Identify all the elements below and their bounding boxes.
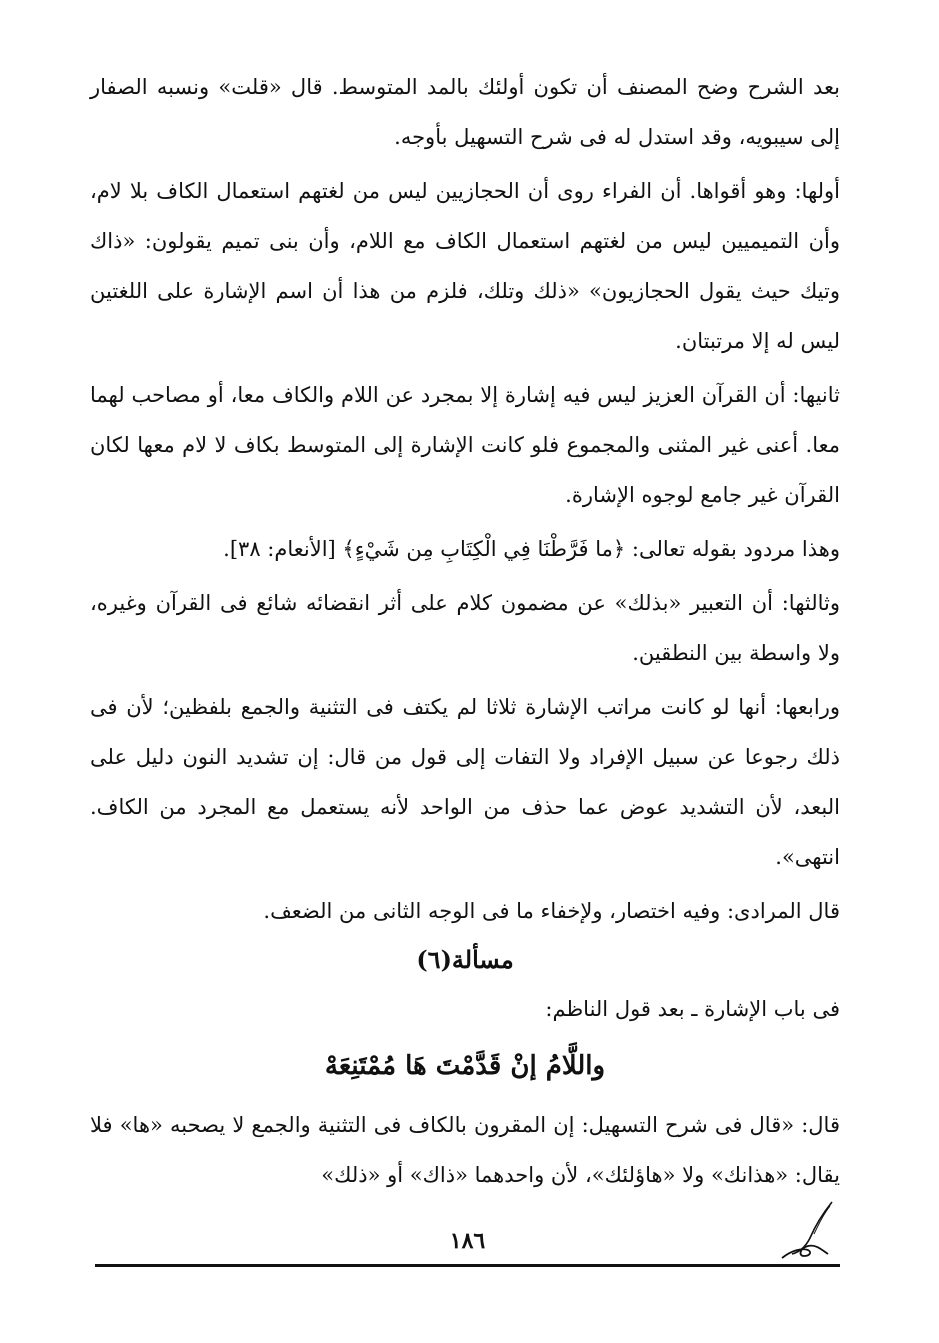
section-heading: مسألة(٦) (416, 945, 514, 974)
page-number: ١٨٦ (449, 1228, 486, 1254)
page-body (90, 62, 840, 1200)
paragraph-2: أولها: وهو أقواها. أن الفراء روى أن الحجازيين ليس من لغتهم استعمال الكاف بلا لام، وأن التميميين ليس من لغتهم استعمال الكاف مع اللام، وأن بنى تميم يقولون: «ذاك وتيك حيث يقول الحجازيون» «ذلك وتلك، فلزم من هذا أن اسم الإشارة على اللغتين ليس له إلا مرتبتان. (90, 179, 840, 353)
closing-paragraph: قال: «قال فى شرح التسهيل: إن المقرون بالكاف فى التثنية والجمع لا يصحبه «ها» فلا يقال: «هذانك» ولا «هاؤلئك»، لأن واحدهما «ذاك» أو «ذلك» (90, 1113, 840, 1187)
paragraph-4: وهذا مردود بقوله تعالى: ﴿ما فَرَّطْنَا فِي الْكِتَابِ مِن شَيْءٍ﴾ [الأنعام: ٣٨]. (223, 537, 840, 561)
paragraph-7: قال المرادى: وفيه اختصار، ولإخفاء ما فى الوجه الثانى من الضعف. (263, 899, 840, 923)
signature-mark-icon (772, 1198, 842, 1260)
footer-rule (95, 1264, 840, 1267)
verse-line: واللَّامُ إنْ قَدَّمْتَ هَا مُمْتَنِعَهْ (324, 1051, 606, 1081)
paragraph-3: ثانيها: أن القرآن العزيز ليس فيه إشارة إلا بمجرد عن اللام والكاف معا، أو مصاحب لهما معا. أعنى غير المثنى والمجموع فلو كانت الإشارة إلى المتوسط بكاف لا لام معها لكان القرآن غير جامع لوجوه الإشارة. (90, 383, 840, 507)
paragraph-1: بعد الشرح وضح المصنف أن تكون أولئك بالمد المتوسط. قال «قلت» ونسبه الصفار إلى سيبويه، وقد استدل له فى شرح التسهيل بأوجه. (90, 75, 840, 149)
paragraph-6: ورابعها: أنها لو كانت مراتب الإشارة ثلاثا لم يكتف فى التثنية والجمع بلفظين؛ لأن فى ذلك رجوعا عن سبيل الإفراد ولا التفات إلى قول من قال: إن تشديد النون دليل على البعد، لأن التشديد عوض عما حذف من الواحد لأنه يستعمل مع المجرد من الكاف. انتهى». (90, 695, 840, 869)
paragraph-5: وثالثها: أن التعبير «بذلك» عن مضمون كلام على أثر انقضائه شائع فى القرآن وغيره، ولا واسطة بين النطقين. (90, 591, 840, 665)
intro-line: فى باب الإشارة ـ بعد قول الناظم: (545, 997, 840, 1021)
page-footer (95, 1228, 840, 1288)
